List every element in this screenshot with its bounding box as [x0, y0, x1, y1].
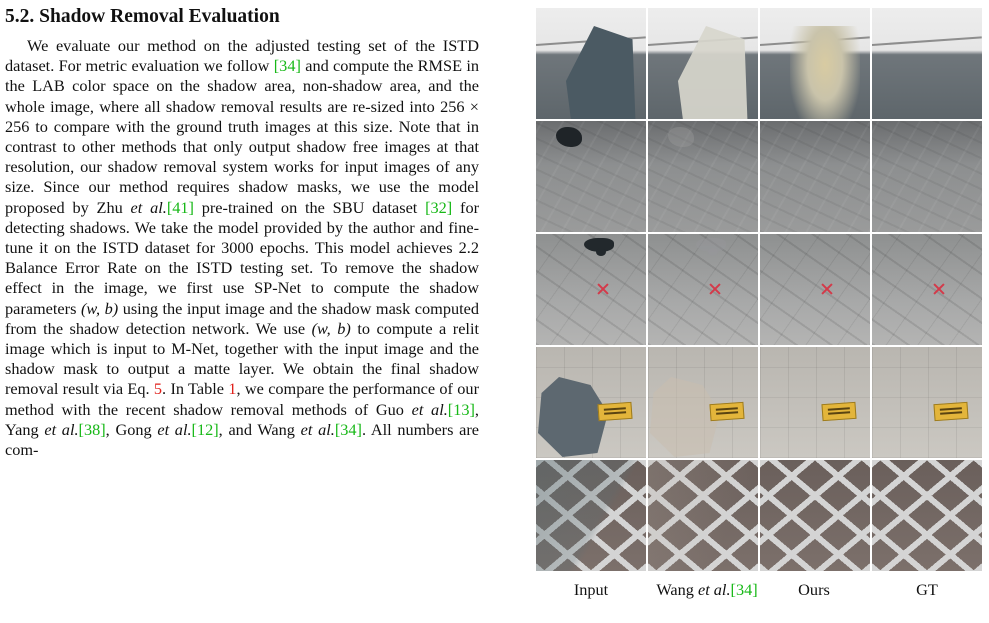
row5-gt-image [872, 460, 982, 571]
body-paragraph [5, 36, 479, 460]
citation-link[interactable]: [41] [166, 197, 194, 217]
section-number: 5.2. [5, 6, 35, 27]
et-al: et al. [157, 419, 192, 439]
text-run: , Yang [5, 399, 479, 439]
shadow-region [872, 460, 982, 571]
et-al: et al. [44, 419, 79, 439]
yellow-sign [709, 402, 744, 421]
caption-ours: Ours [798, 580, 830, 599]
row4-input-image [536, 347, 646, 458]
citation-link[interactable]: [13] [447, 399, 475, 419]
caption-wang-name: Wang [656, 580, 698, 599]
text-run: for detecting shadows. We take the model provided by the author and fine-tune it on the ISTD dataset for 3000 epochs. This model achieves 2.2 Balance Error Rate on the ISTD testing set. To remove the shadow effect in the image, we first use SP-Net to compute the shadow parameters [5, 197, 480, 318]
text-run: to compute a relit image which is input to M-Net, together with the input image and the shadow mask to output a matte layer. We obtain the final shadow removal result via Eq. [5, 318, 479, 399]
row4-wang-image [648, 347, 758, 458]
yellow-sign [597, 402, 632, 421]
row5-ours-image [760, 460, 870, 571]
citation-link[interactable]: [34] [334, 419, 362, 439]
caption-gt: GT [916, 580, 938, 599]
wall-edge [872, 36, 982, 46]
shadow-region [566, 26, 636, 119]
red-mark [708, 282, 722, 296]
shadow-region [536, 460, 646, 571]
section-heading [5, 4, 479, 30]
text-run: using the input image and the shadow mask computed from the shadow detection network. We use [5, 298, 480, 338]
row2-gt-image [872, 121, 982, 232]
equation-link[interactable]: 5 [153, 379, 163, 399]
et-al: et al. [300, 419, 335, 439]
text-run: , we compare the performance of our method with the recent shadow removal methods of Guo [5, 379, 479, 419]
comparison-figure [536, 8, 984, 574]
citation-link[interactable]: [34] [273, 56, 301, 76]
row5-wang-image [648, 460, 758, 571]
red-mark [820, 282, 834, 296]
row4-gt-image [872, 347, 982, 458]
citation-link[interactable]: [12] [191, 419, 219, 439]
et-al: et al. [411, 399, 448, 419]
text-run: We evaluate our method on the adjusted testing set of the ISTD dataset. For metric evaluation we follow [5, 36, 479, 76]
shadow-region [678, 26, 748, 119]
row1-wang-image [648, 8, 758, 119]
text-run: , and Wang [218, 419, 301, 439]
row2-input-image [536, 121, 646, 232]
row3-wang-image [648, 234, 758, 345]
math-expression: 256 × 256 [5, 96, 479, 136]
shadow-region [760, 460, 870, 571]
row3-gt-image [872, 234, 982, 345]
row5-input-image [536, 460, 646, 571]
text-run: and compute the RMSE in the LAB color space on the shadow area, non-shadow area, and the whole image, where all shadow removal results are re-sized into [5, 56, 480, 116]
text-run: , Gong [105, 419, 158, 439]
text-run: to compare with the ground truth images at this size. Note that in contrast to other methods that only output shadow free images at that resolution, our shadow removal system works for input images of any size. Since our method requires shadow masks, we use the model proposed by Zhu [5, 116, 479, 217]
caption-input: Input [573, 580, 609, 599]
yellow-sign [821, 402, 856, 421]
red-mark [596, 282, 610, 296]
shadow-region [648, 460, 758, 571]
row3-ours-image [760, 234, 870, 345]
figure-column-captions [536, 578, 984, 602]
caption-wang-citation[interactable]: [34] [730, 580, 758, 599]
shadow-region [556, 127, 582, 147]
row1-ours-image [760, 8, 870, 119]
shadow-region [596, 248, 606, 256]
section-title: Shadow Removal Evaluation [39, 6, 280, 27]
row2-ours-image [760, 121, 870, 232]
text-run: pre-trained on the SBU dataset [193, 197, 426, 217]
shadow-region [708, 248, 718, 256]
math-expression: (w, b) [80, 298, 119, 318]
text-column [5, 4, 479, 460]
citation-link[interactable]: [38] [78, 419, 106, 439]
caption-wang [638, 578, 776, 602]
citation-link[interactable]: [32] [425, 197, 453, 217]
row2-wang-image [648, 121, 758, 232]
image-grid [536, 8, 984, 571]
table-link[interactable]: 1 [228, 379, 237, 399]
row1-input-image [536, 8, 646, 119]
math-expression: (w, b) [311, 318, 351, 338]
text-run: . In Table [162, 379, 229, 399]
yellow-sign [933, 402, 968, 421]
red-mark [932, 282, 946, 296]
row1-gt-image [872, 8, 982, 119]
shadow-region [668, 127, 694, 147]
caption-wang-etal: et al. [697, 580, 731, 599]
shadow-region [790, 26, 860, 119]
row4-ours-image [760, 347, 870, 458]
row3-input-image [536, 234, 646, 345]
text-run: . All numbers are com- [5, 419, 480, 460]
et-al: et al. [130, 197, 167, 217]
